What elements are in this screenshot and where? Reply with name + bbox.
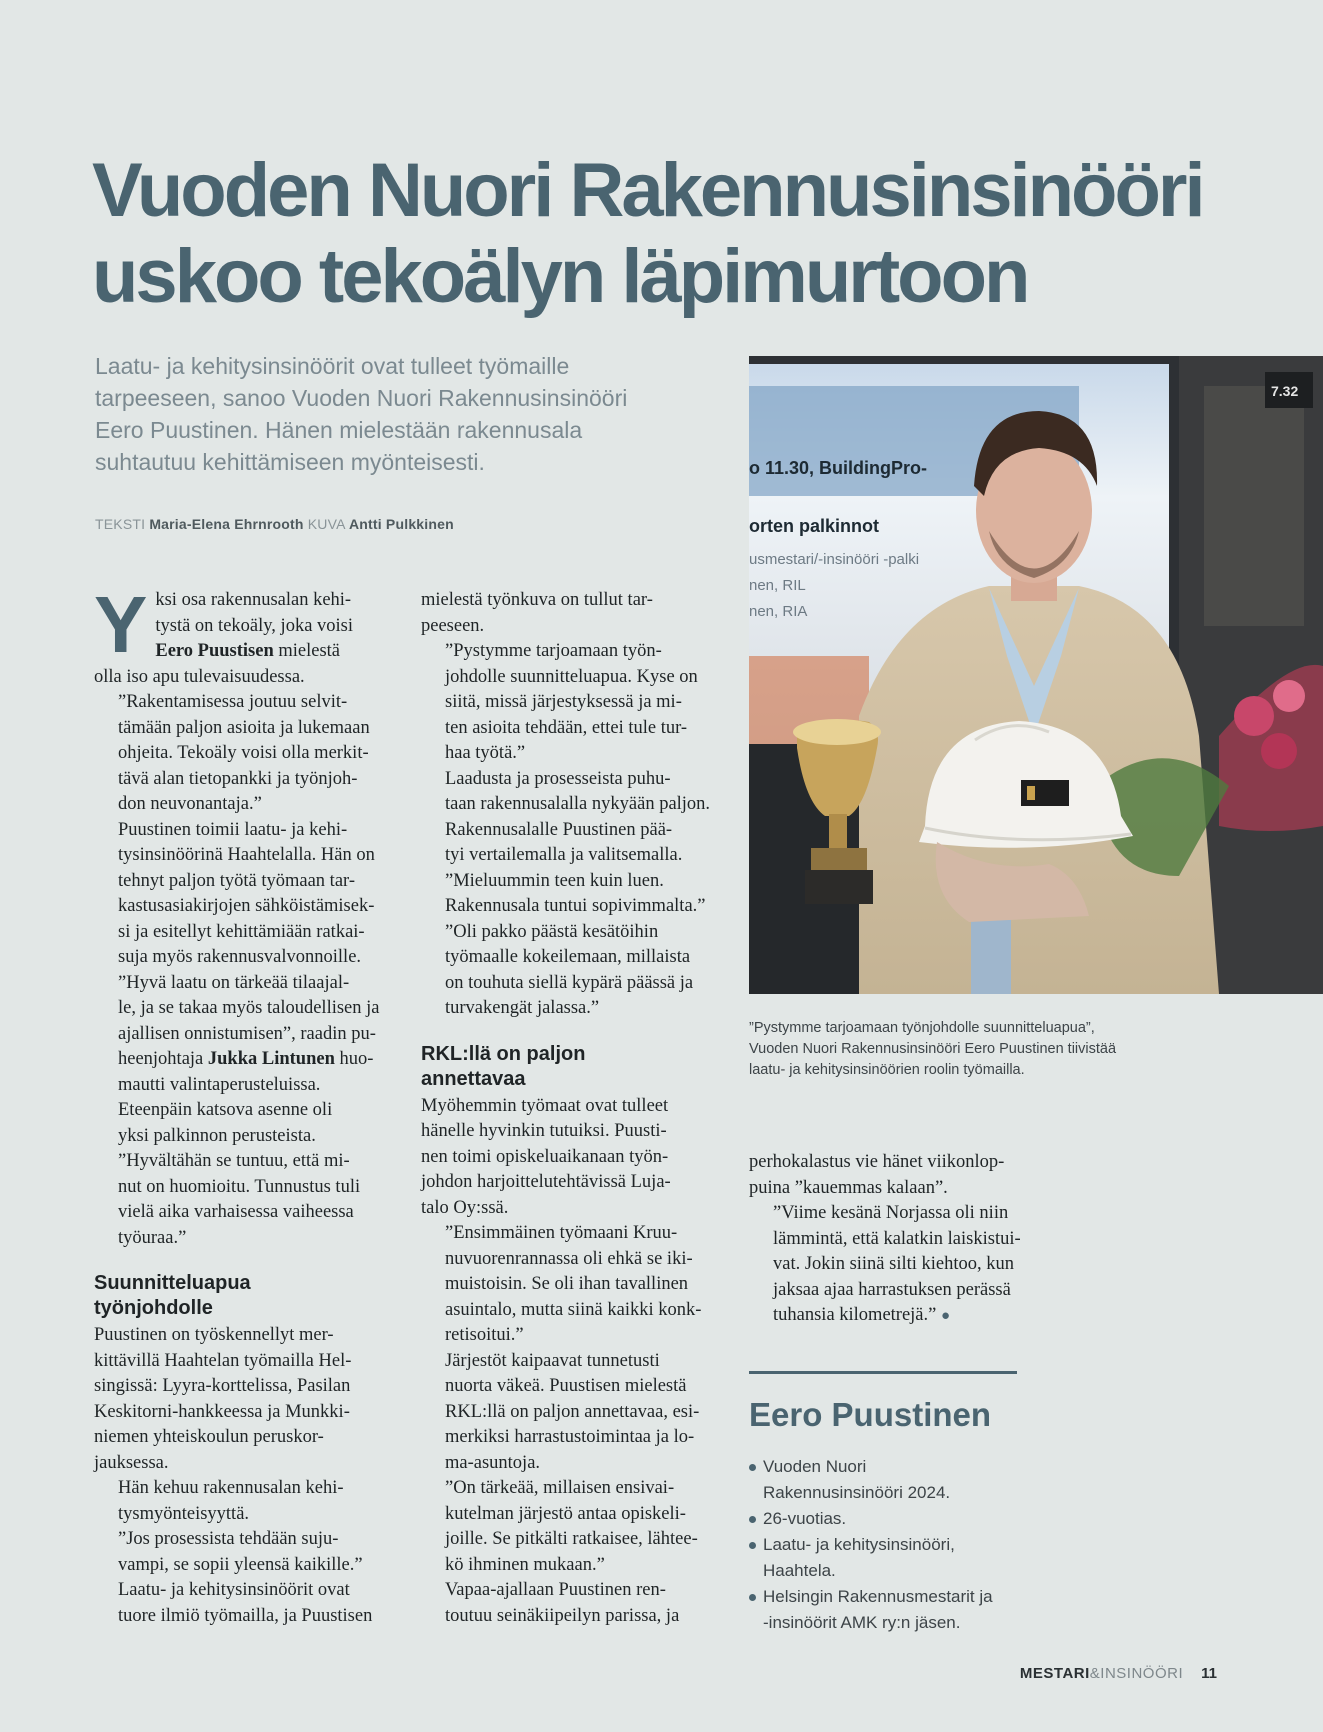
paragraph: ”Pystymme tarjoamaan työn- johdolle suunnitteluapua. Kyse on siitä, missä järjestyksessä ja mi- ten asioita tehdään, ettei tule tur- haa työtä.”	[445, 641, 698, 763]
byline-text-label: TEKSTI	[95, 516, 146, 532]
page-number: 11	[1201, 1665, 1217, 1682]
drop-cap: Y	[94, 580, 148, 669]
byline-author: Maria-Elena Ehrnrooth	[149, 516, 304, 532]
page-footer	[1020, 1665, 1217, 1682]
paragraph: ”Rakentamisessa joutuu selvit- tämään paljon asioita ja lukemaan ohjeita. Tekoäly voisi olla merkit- tävä alan tietopankki ja työnjoh- don neuvonantaja.”	[118, 692, 370, 814]
lead-line: tarpeeseen, sanoo Vuoden Nuori Rakennusinsinööri	[95, 385, 628, 411]
name-highlight: Eero Puustisen	[155, 641, 274, 661]
paragraph: perhokalastus vie hänet viikonlop- puina ”kauemmas kalaan”.	[749, 1152, 1005, 1198]
clock-readout: 7.32	[1271, 383, 1299, 399]
subheading: Suunnitteluapua työnjohdolle	[94, 1272, 251, 1319]
screen-text: usmestari/-insinööri -palki	[749, 551, 920, 568]
factbox-rule	[749, 1371, 1017, 1374]
name-highlight: Jukka Lintunen	[207, 1049, 335, 1069]
paragraph: Y ksi osa rakennusalan kehi- tystä on tekoäly, joka voisi Eero Puustisen mielestä olla iso apu tulevaisuudessa.	[94, 580, 354, 687]
paragraph: Järjestöt kaipaavat tunnetusti nuorta väkeä. Puustisen mielestä RKL:llä on paljon annettavaa, esi- merkiksi harrastustoimintaa ja lo- ma-asuntoja.	[445, 1350, 700, 1473]
paragraph: Puustinen on työskennellyt mer- kittävillä Haahtelan työmailla Hel- singissä: Lyyra-korttelissa, Pasilan Keskitorni-hankkeessa ja Munkki- niemen yhteiskoulun peruskor- jauksessa.	[94, 1325, 352, 1473]
paragraph: Eteenpäin katsova asenne oli yksi palkinnon perusteista.	[118, 1100, 333, 1146]
paragraph: ”Ensimmäinen työmaani Kruu- nuvuorenrannassa oli ehkä se iki- muistoisin. Se oli ihan tavallinen asuintalo, mutta siinä kaikki konk- retisoitui.”	[445, 1223, 702, 1345]
paragraph: Hän kehuu rakennusalan kehi- tysmyönteisyyttä.	[118, 1478, 344, 1524]
end-mark: ●	[940, 1308, 951, 1324]
screen-text: nen, RIA	[749, 603, 808, 620]
paragraph: ”Jos prosessista tehdään suju- vampi, se sopii yleensä kaikille.”	[118, 1529, 363, 1575]
lead-line: suhtautuu kehittämiseen myönteisesti.	[95, 449, 485, 475]
paragraph: ”Hyvältähän se tuntuu, että mi- nut on huomioitu. Tunnustus tuli vielä aika varhaisessa vaiheessa työuraa.”	[118, 1151, 361, 1248]
paragraph: Laadusta ja prosesseista puhu- taan rakennusalalla nykyään paljon.	[445, 768, 711, 814]
magazine-name-suffix: &INSINÖÖRI	[1089, 1665, 1184, 1682]
article-column-2	[421, 588, 726, 1629]
byline	[95, 516, 695, 532]
paragraph: Laatu- ja kehitysinsinöörit ovat tuore ilmiö työmailla, ja Puustisen	[118, 1580, 373, 1626]
lead-line: Eero Puustinen. Hänen mielestään rakennusala	[95, 417, 583, 443]
article-column-1	[94, 580, 394, 1629]
factbox-list	[749, 1454, 1089, 1636]
paragraph: ”On tärkeää, millaisen ensivai- kutelman järjestö antaa opiskeli- joille. Se pitkälti ratkaisee, lähtee- kö ihminen mukaan.”	[445, 1478, 698, 1575]
screen-text: orten palkinnot	[749, 516, 879, 536]
portrait-photo	[749, 356, 1323, 994]
paragraph: ”Hyvä laatu on tärkeää tilaajal- le, ja se takaa myös taloudellisen ja ajallisen onnistumisen”, raadin pu- heenjohtaja Jukka Lintunen huo- mautti valintaperusteluissa.	[118, 972, 380, 1095]
paragraph: mielestä työnkuva on tullut tar- peeseen.	[421, 590, 653, 636]
lead-paragraph	[95, 350, 695, 478]
article-column-3	[749, 1150, 1059, 1330]
screen-text: o 11.30, BuildingPro-	[749, 458, 928, 478]
list-item: Laatu- ja kehitysinsinööri, Haahtela.	[749, 1532, 1089, 1584]
paragraph: Vapaa-ajallaan Puustinen ren- toutuu seinäkiipeilyn parissa, ja	[445, 1580, 680, 1626]
paragraph: Myöhemmin työmaat ovat tulleet hänelle hyvinkin tutuiksi. Puusti- nen toimi opiskeluaikanaan työn- johdon harjoittelutehtävissä Luja- talo Oy:ssä.	[421, 1095, 671, 1218]
paragraph: ”Oli pakko päästä kesätöihin työmaalle kokeilemaan, millaista on touhuta siellä kypärä päässä ja turvakengät jalassa.”	[445, 921, 694, 1018]
photo-caption: ”Pystymme tarjoamaan työnjohdolle suunnitteluapua”, Vuoden Nuori Rakennusinsinööri Eero Puustinen tiivistää laatu- ja kehitysinsinöörien roolin työmailla.	[749, 1020, 1117, 1078]
headline	[92, 148, 1252, 320]
list-item: Vuoden Nuori Rakennusinsinööri 2024.	[749, 1454, 1089, 1506]
list-item: Helsingin Rakennusmestarit ja -insinöörit AMK ry:n jäsen.	[749, 1584, 1089, 1636]
magazine-name: MESTARI	[1019, 1665, 1090, 1682]
paragraph: ”Viime kesänä Norjassa oli niin lämmintä, että kalatkin laiskistui- vat. Jokin siinä silti kiehtoo, kun jaksaa ajaa harrastuksen perässä tuhansia kilometrejä.” ●	[773, 1203, 1021, 1325]
lead-line: Laatu- ja kehitysinsinöörit ovat tulleet työmaille	[95, 353, 570, 379]
subheading: RKL:llä on paljon annettavaa	[421, 1042, 586, 1090]
paragraph: ”Mieluummin teen kuin luen. Rakennusala tuntui sopivimmalta.”	[445, 870, 706, 916]
list-item: 26-vuotias.	[749, 1506, 1089, 1532]
byline-photographer: Antti Pulkkinen	[348, 516, 454, 532]
headline-line: uskoo tekoälyn läpimurtoon	[92, 234, 1028, 319]
headline-line: Vuoden Nuori Rakennusinsinööri	[92, 148, 1203, 233]
screen-text: nen, RIL	[749, 577, 806, 594]
factbox-title: Eero Puustinen	[749, 1396, 992, 1433]
paragraph: Puustinen toimii laatu- ja kehi- tysinsinöörinä Haahtelalla. Hän on tehnyt paljon työtä työmaan tar- kastusasiakirjojen sähköistämisek- si ja esitellyt kehittämiään ratkai- suja myös rakennusvalvonnoille.	[118, 819, 375, 967]
factbox	[749, 1371, 1089, 1636]
byline-photo-label: KUVA	[307, 516, 345, 532]
paragraph: Rakennusalalle Puustinen pää- tyi vertailemalla ja valitsemalla.	[445, 819, 683, 865]
